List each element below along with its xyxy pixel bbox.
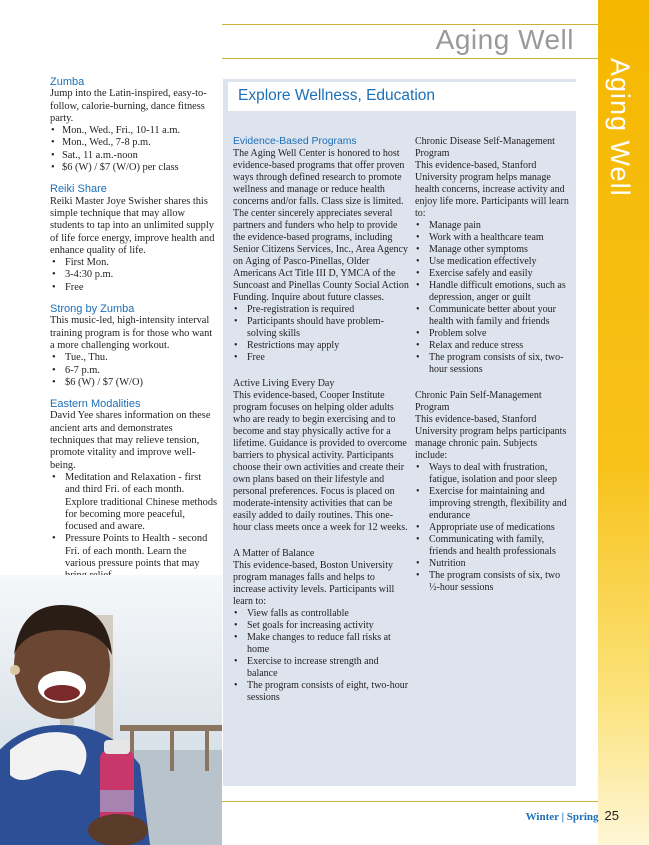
left-column — [50, 76, 218, 616]
list-item: • Restrictions may apply — [247, 340, 409, 352]
list-item: • Communicate better about your health with family and friends — [429, 304, 571, 328]
list-item: • Tue., Thu. — [65, 352, 218, 364]
reiki-body: Reiki Master Joye Swisher shares this simple technique that may allow students to tap into an unlimited supply of life force energy, improve health and enhance quality of life. — [50, 195, 215, 256]
list-item: • Sat., 11 a.m.-noon — [62, 150, 218, 162]
strong-section — [50, 303, 218, 389]
page-number: 25 — [604, 808, 619, 823]
list-item: • Exercise safely and easily — [429, 268, 571, 280]
list-item: • Set goals for increasing activity — [247, 620, 409, 632]
chronic-pain-list — [415, 462, 571, 594]
list-item: • Handle difficult emotions, such as depression, anger or guilt — [429, 280, 571, 304]
chronic-pain-section — [415, 390, 571, 594]
header-bottom-rule — [222, 58, 598, 59]
active-living-section — [233, 378, 409, 534]
box-right-column — [415, 136, 571, 603]
chronic-pain-body: This evidence-based, Stanford University program helps participants manage chronic pain. Subjects include: — [415, 414, 567, 461]
chronic-disease-list — [415, 220, 571, 376]
list-item: • Ways to deal with frustration, fatigue, isolation and poor sleep — [429, 462, 571, 486]
chronic-disease-section — [415, 136, 571, 376]
list-item: • Free — [247, 352, 409, 364]
page-footer — [526, 808, 619, 823]
balance-section — [233, 548, 409, 704]
list-item: • Exercise for maintaining and improving strength, flexibility and endurance — [429, 486, 571, 522]
chronic-pain-title: Chronic Pain Self-Management Program — [415, 390, 542, 413]
list-item: • Exercise to increase strength and balance — [247, 656, 409, 680]
list-item: • 6-7 p.m. — [65, 365, 218, 377]
balance-body: This evidence-based, Boston University program manages falls and helps to increase activity levels. Participants will learn to: — [233, 560, 395, 607]
list-item: • Relax and reduce stress — [429, 340, 571, 352]
list-item: • Make changes to reduce fall risks at home — [247, 632, 409, 656]
box-middle-column — [233, 136, 409, 713]
active-living-body: This evidence-based, Cooper Institute program focuses on helping older adults who are ready to begin exercising and to become and stay physically active for a lifetime. Guidance is provided to overcome barriers to physical activity. Participants choose their own activities and create their own plans based on their lifestyle and personal preferences. Focus is placed on moderate-intensity activities that can be easily added to daily routines. This one-hour class meets once a week for 12 weeks. — [233, 390, 408, 533]
list-item: • Pre-registration is required — [247, 304, 409, 316]
woman-exercising-photo — [0, 575, 222, 845]
side-tab-title: Aging Well — [605, 58, 635, 197]
box-title: Explore Wellness, Education — [238, 87, 436, 104]
list-item: • Participants should have problem-solving skills — [247, 316, 409, 340]
list-item: • 3-4:30 p.m. — [65, 269, 218, 281]
list-item: • Problem solve — [429, 328, 571, 340]
list-item: • View falls as controllable — [247, 608, 409, 620]
page-title: Aging Well — [435, 24, 574, 55]
list-item: • Mon., Wed., Fri., 10-11 a.m. — [62, 125, 218, 137]
list-item: • Appropriate use of medications — [429, 522, 571, 534]
list-item: • The program consists of six, two ½-hour sessions — [429, 570, 571, 594]
list-item: • $6 (W) / $7 (W/O) — [65, 377, 218, 389]
list-item: • Use medication effectively — [429, 256, 571, 268]
balance-title: A Matter of Balance — [233, 548, 315, 559]
strong-list — [50, 352, 218, 389]
list-item: • Nutrition — [429, 558, 571, 570]
evidence-section — [233, 136, 409, 364]
eastern-title: Eastern Modalities — [50, 398, 141, 411]
active-living-title: Active Living Every Day — [233, 378, 335, 389]
zumba-body: Jump into the Latin-inspired, easy-to-follow, calorie-burning, dance fitness party. — [50, 88, 207, 124]
zumba-title: Zumba — [50, 76, 85, 88]
zumba-section — [50, 76, 218, 174]
footer-rule — [222, 801, 598, 802]
list-item: • Meditation and Relaxation - first and third Fri. of each month. Explore traditional Chinese methods for becoming more peaceful, focused and aware. — [65, 472, 218, 533]
reiki-title: Reiki Share — [50, 183, 107, 196]
strong-title: Strong by Zumba — [50, 303, 135, 316]
list-item: • The program consists of eight, two-hour sessions — [247, 680, 409, 704]
list-item: • Manage other symptoms — [429, 244, 571, 256]
reiki-list — [50, 257, 218, 294]
list-item: • Pressure Points to Health - second Fri. of each month. Learn the various pressure points that may — [65, 533, 218, 582]
list-item: • Free — [65, 282, 218, 294]
eastern-body: David Yee shares information on these ancient arts and demonstrates techniques that may relieve tension, promote vitality and improve well-being. — [50, 410, 211, 471]
reiki-section — [50, 183, 218, 294]
evidence-list — [233, 304, 409, 364]
list-item: • $6 (W) / $7 (W/O) per class — [62, 162, 218, 174]
strong-body: This music-led, high-intensity interval training program is for those who want a more challenging workout. — [50, 315, 213, 351]
list-item: • Work with a healthcare team — [429, 232, 571, 244]
list-item: • The program consists of six, two-hour sessions — [429, 352, 571, 376]
chronic-disease-title: Chronic Disease Self-Management Program — [415, 136, 555, 159]
list-item: • First Mon. — [65, 257, 218, 269]
footer-season: Winter | Spring — [525, 811, 599, 823]
balance-list — [233, 608, 409, 704]
evidence-body: The Aging Well Center is honored to host evidence-based programs that offer proven ways through defined research to promote wellness and manage or reduce health concerns and/or falls. Class size is limited. The center sincerely appreciates several partners and funders who help to provide the evidence-based programs, including Senior Citizens Services, Inc., Area Agency on Aging of Pasco-Pinellas, Older Americans Act Title III D, YMCA of the Suncoast and Pinellas County Social Action Funding. Inquire about future classes. — [233, 148, 409, 303]
evidence-title: Evidence-Based Programs — [233, 136, 357, 147]
list-item: • Communicating with family, friends and health professionals — [429, 534, 571, 558]
zumba-list — [50, 125, 218, 174]
list-item: • Manage pain — [429, 220, 571, 232]
chronic-disease-body: This evidence-based, Stanford University program helps manage health concerns, increase activity and enjoy life more. Participants will learn to: — [415, 160, 569, 219]
list-item: • Mon., Wed., 7-8 p.m. — [62, 137, 218, 149]
